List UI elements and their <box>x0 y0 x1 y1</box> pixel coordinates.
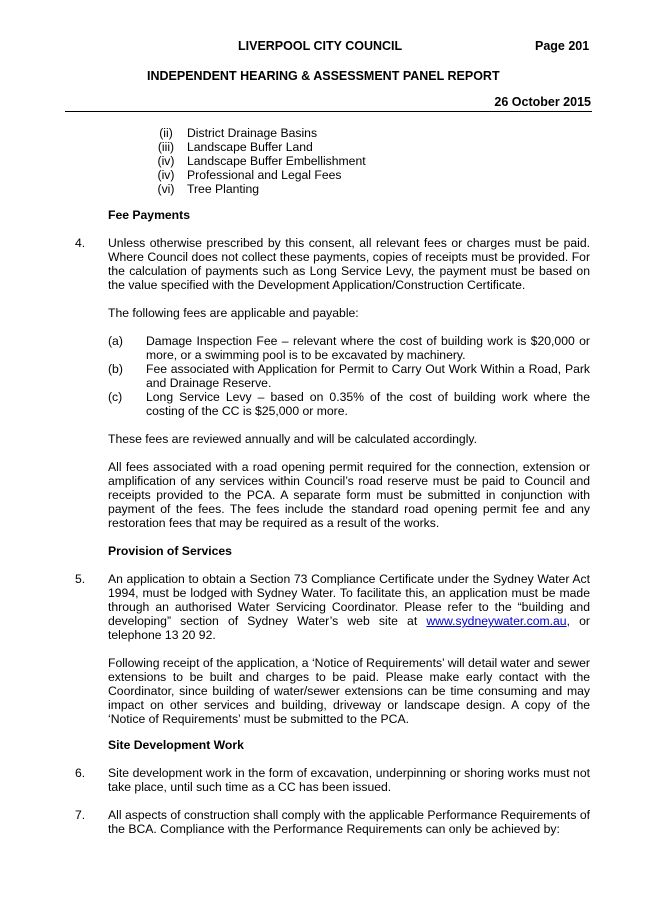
fee-item-number: (c) <box>108 390 123 404</box>
list-item: (iv) Landscape Buffer Embellishment <box>157 154 366 168</box>
fee-payments-paragraph: Unless otherwise prescribed by this consent, all relevant fees or charges must be paid. Where Council does not collect these payments, copies of receipts must be provided. For the calculation of payments such as Long Service Levy, the payment must be based on the value specified with the Development Application/Construction Certificate. <box>108 236 590 292</box>
council-name: LIVERPOOL CITY COUNCIL <box>238 39 403 53</box>
construction-compliance-paragraph: All aspects of construction shall comply with the applicable Performance Requirements of the BCA. Compliance with the Performance Requirements can only be achieved by: <box>108 808 590 836</box>
clause-number: 6. <box>75 766 86 780</box>
list-item: (ii) District Drainage Basins <box>159 126 318 140</box>
notice-requirements-paragraph: Following receipt of the application, a ‘Notice of Requirements’ will detail water and sewer extensions to be built and charges to be paid. Please make early contact with the Coordinator, since building of water/sewer extensions can be time consuming and may impact on other services and building, driveway or landscape design. A copy of the ‘Notice of Requirements’ must be submitted to the PCA. <box>108 656 590 726</box>
section73-paragraph: An application to obtain a Section 73 Compliance Certificate under the Sydney Water Act 1994, must be lodged with Sydney Water. To facilitate this, an application must be made through an authorised Water Servicing Coordinator. Please refer to the “building and developing” section of Sydney Water’s web site at www.sydneywater.com.au, or telephone 13 20 92. <box>108 572 590 642</box>
fee-item-number: (b) <box>108 362 123 376</box>
top-list <box>145 126 366 196</box>
report-title: INDEPENDENT HEARING & ASSESSMENT PANEL REPORT <box>147 69 500 83</box>
report-date: 26 October 2015 <box>494 95 591 109</box>
header-rule <box>65 111 592 112</box>
site-development-heading: Site Development Work <box>108 738 244 752</box>
list-item: (vi) Tree Planting <box>157 182 260 196</box>
page-number: Page 201 <box>535 39 590 53</box>
fees-reviewed-paragraph: These fees are reviewed annually and will be calculated accordingly. <box>108 432 477 446</box>
provision-heading: Provision of Services <box>108 544 232 558</box>
fee-item-text: Long Service Levy – based on 0.35% of the cost of building work where the costing of the CC is $25,000 or more. <box>146 390 590 418</box>
list-item: (iv) Professional and Legal Fees <box>157 168 342 182</box>
clause-number: 4. <box>75 236 86 250</box>
fee-item-text: Fee associated with Application for Permit to Carry Out Work Within a Road, Park and Drainage Reserve. <box>146 362 590 390</box>
fees-applicable-paragraph: The following fees are applicable and payable: <box>108 306 359 320</box>
sydney-water-link[interactable]: www.sydneywater.com.au <box>426 614 567 628</box>
clause-number: 5. <box>75 572 86 586</box>
fee-item-number: (a) <box>108 334 123 348</box>
fee-payments-heading: Fee Payments <box>108 208 190 222</box>
site-development-paragraph: Site development work in the form of excavation, underpinning or shoring works must not take place, until such time as a CC has been issued. <box>108 766 590 794</box>
clause-number: 7. <box>75 808 86 822</box>
list-item: (iii) Landscape Buffer Land <box>157 140 313 154</box>
fee-item-text: Damage Inspection Fee – relevant where the cost of building work is $20,000 or more, or a swimming pool is to be excavated by machinery. <box>146 334 590 362</box>
road-opening-paragraph: All fees associated with a road opening permit required for the connection, extension or amplification of any services within Council’s road reserve must be paid to Council and receipts provided to the PCA. A separate form must be submitted in conjunction with payment of the fees. The fees include the standard road opening permit fee and any restoration fees that may be required as a result of the works. <box>108 460 590 530</box>
